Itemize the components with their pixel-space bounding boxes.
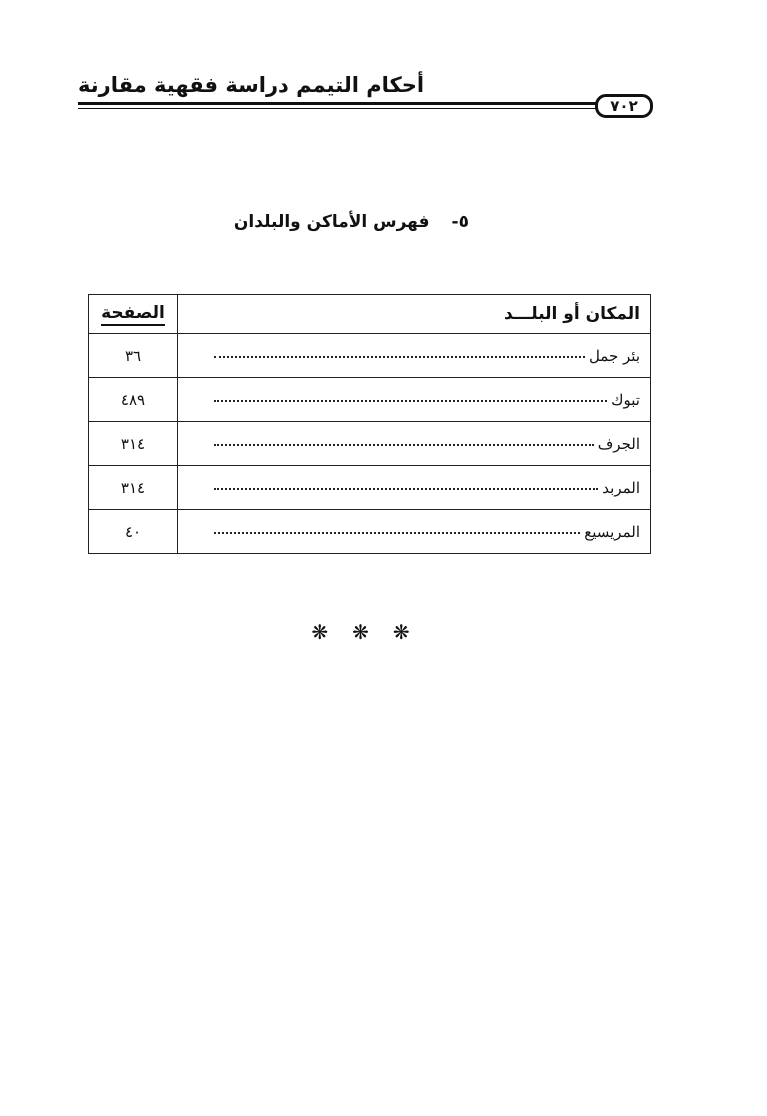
place-name: المربد xyxy=(602,478,640,497)
book-title: أحكام التيمم دراسة فقهية مقارنة xyxy=(78,73,425,97)
running-header xyxy=(78,70,653,120)
place-name: بئر جمل xyxy=(588,346,640,365)
table-row xyxy=(89,334,651,378)
table-row xyxy=(89,378,651,422)
dot-leader xyxy=(214,443,594,446)
place-name: الجرف xyxy=(597,434,640,453)
page-cell: ٣١٤ xyxy=(89,466,178,510)
table-row xyxy=(89,510,651,554)
table-row xyxy=(89,466,651,510)
section-number: ٥- xyxy=(451,212,469,232)
page-cell: ٣٦ xyxy=(89,334,178,378)
section-heading xyxy=(234,208,469,236)
place-name: تبوك xyxy=(611,390,640,409)
column-header-place: المكان أو البلـــد xyxy=(178,295,651,334)
places-index-table xyxy=(88,294,651,554)
header-rule-thin xyxy=(78,108,598,109)
place-cell xyxy=(178,510,651,554)
page-number: ٧٠٢ xyxy=(595,94,653,118)
dot-leader xyxy=(214,531,580,534)
section-title: فهرس الأماكن والبلدان xyxy=(233,212,430,232)
column-header-page: الصفحة xyxy=(89,295,178,334)
page-cell: ٣١٤ xyxy=(89,422,178,466)
place-cell xyxy=(178,334,651,378)
place-name: المريسيع xyxy=(584,522,640,541)
page-cell: ٤٨٩ xyxy=(89,378,178,422)
header-rule-thick xyxy=(78,102,598,105)
dot-leader xyxy=(214,355,585,358)
place-cell xyxy=(178,378,651,422)
place-cell xyxy=(178,466,651,510)
dot-leader xyxy=(214,399,607,402)
table-row xyxy=(89,422,651,466)
dot-leader xyxy=(214,487,598,490)
asterism-ornament: ❋❋❋ xyxy=(311,620,434,644)
page-cell: ٤٠ xyxy=(89,510,178,554)
table-header-row xyxy=(89,295,651,334)
place-cell xyxy=(178,422,651,466)
